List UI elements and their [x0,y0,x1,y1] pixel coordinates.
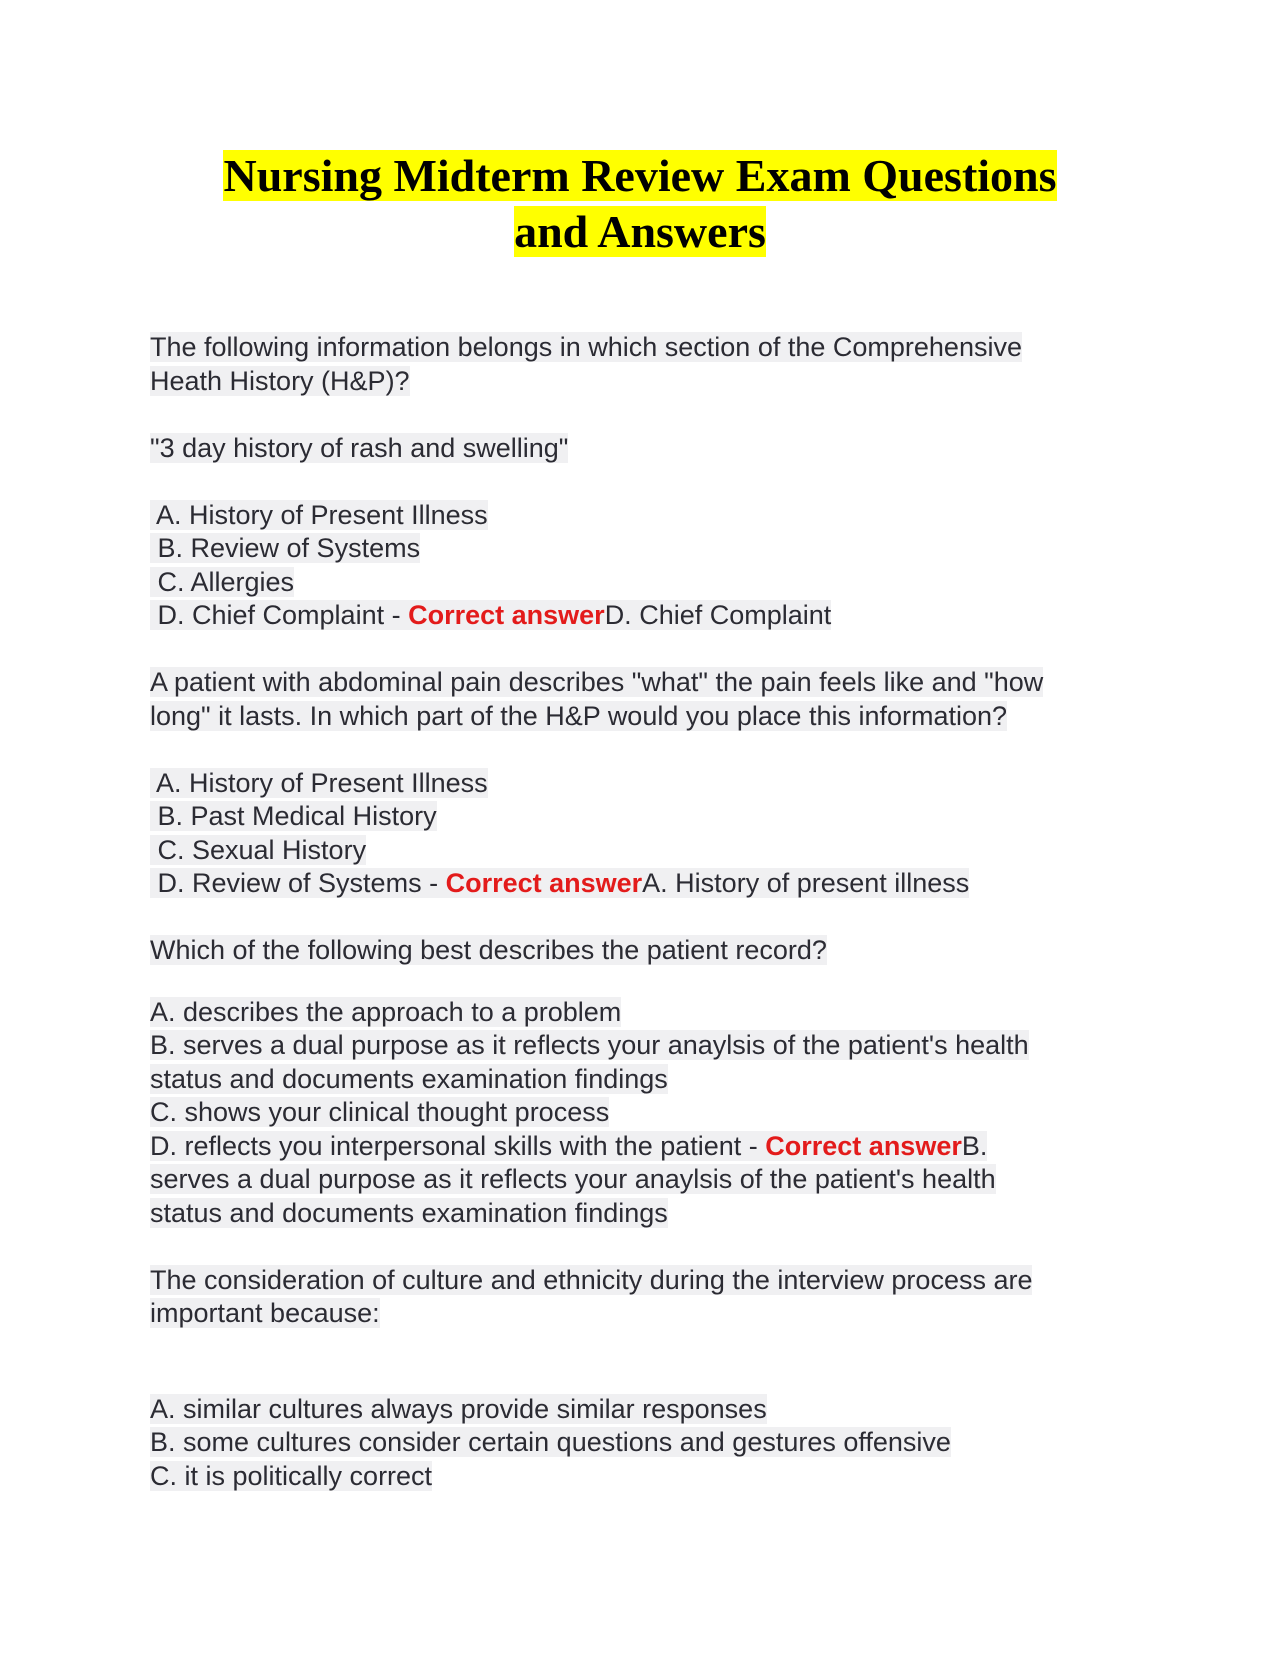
question-3-option-d: D. reflects you interpersonal skills with the patient - [150,1130,766,1161]
question-1-option-c: C. Allergies [150,566,295,597]
question-1-answer: D. Chief Complaint [604,600,832,630]
title-line-2: and Answers [514,206,766,257]
question-3 [150,934,1130,1230]
question-3-option-b-line-1: B. serves a dual purpose as it reflects your anaylsis of the patient's health [150,1030,1029,1060]
question-2-prompt-line-2: long" it lasts. In which part of the H&P would you place this information? [150,700,1008,731]
question-3-correct-label: Correct answer [765,1130,962,1161]
question-2-answer: A. History of present illness [642,868,970,898]
document-body [150,331,1130,1493]
question-2-correct-label: Correct answer [445,868,643,898]
question-1-option-a: A. History of Present Illness [150,499,488,530]
question-3-answer: B. [961,1130,988,1161]
question-3-prompt-line-1: Which of the following best describes the patient record? [150,935,827,965]
document-title [150,148,1130,260]
question-4-option-b: B. some cultures consider certain questions and gestures offensive [150,1427,951,1457]
question-3-option-a: A. describes the approach to a problem [150,996,622,1027]
question-1 [150,331,1130,633]
question-4-option-a: A. similar cultures always provide similar responses [150,1393,767,1424]
title-line-1: Nursing Midterm Review Exam Questions [223,150,1057,201]
question-3-option-c: C. shows your clinical thought process [150,1097,610,1127]
question-2-prompt-line-1: A patient with abdominal pain describes "what" the pain feels like and "how [150,667,1044,697]
question-2-option-a: A. History of Present Illness [150,767,488,798]
question-2 [150,666,1130,901]
question-1-prompt-line-2: Heath History (H&P)? [150,365,410,396]
question-3-option-b-line-2: status and documents examination findings [150,1063,668,1094]
question-1-correct-label: Correct answer [408,600,605,630]
question-2-option-b: B. Past Medical History [150,801,437,831]
question-4-option-c: C. it is politically correct [150,1460,433,1491]
question-4-prompt-line-1: The consideration of culture and ethnicity during the interview process are [150,1264,1033,1295]
question-1-prompt-line-1: The following information belongs in which section of the Comprehensive [150,332,1022,362]
question-1-quote: "3 day history of rash and swelling" [150,432,569,463]
question-4-prompt-line-2: important because: [150,1298,380,1328]
question-2-option-d: D. Review of Systems - [150,868,446,898]
question-2-option-c: C. Sexual History [150,834,367,865]
question-4 [150,1264,1130,1494]
question-3-answer-line-2: serves a dual purpose as it reflects your anaylsis of the patient's health [150,1164,996,1194]
question-3-answer-line-3: status and documents examination findings [150,1197,668,1228]
question-1-option-d: D. Chief Complaint - [150,600,409,630]
question-1-option-b: B. Review of Systems [150,533,421,563]
